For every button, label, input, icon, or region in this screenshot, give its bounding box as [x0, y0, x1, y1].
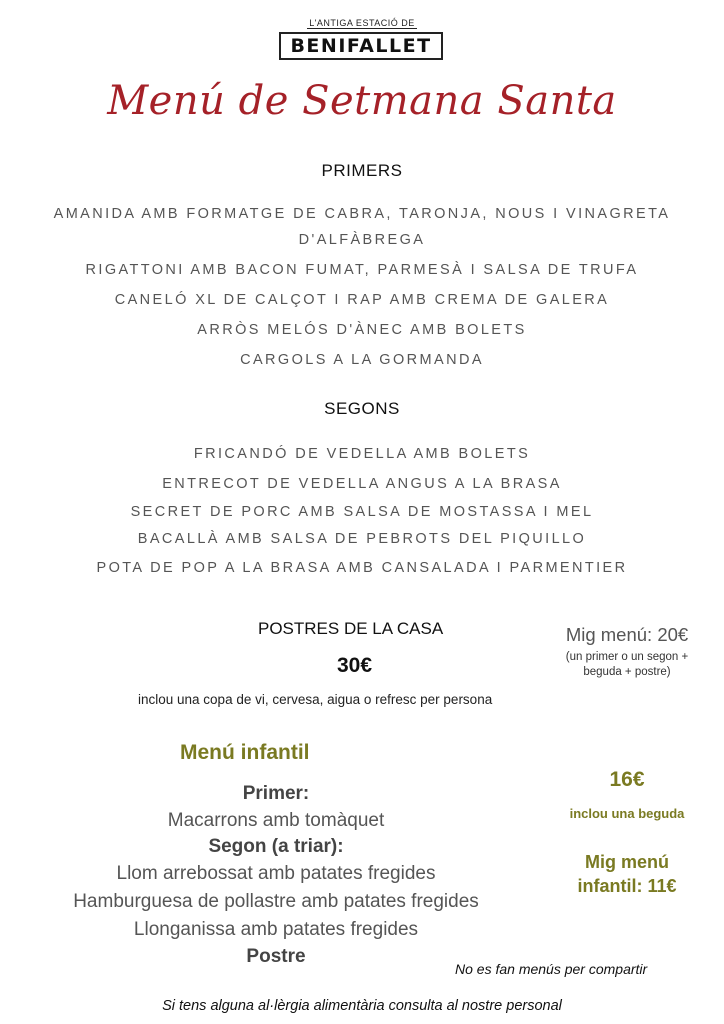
infantil-segon-item-2: Hamburguesa de pollastre amb patates fregides: [73, 891, 479, 912]
segons-dish-4: BACALLÀ AMB SALSA DE PEBROTS DEL PIQUILLO: [137, 531, 587, 547]
primers-dish-1-line-2: D'ALFÀBREGA: [298, 232, 426, 248]
primers-dish-4: ARRÒS MELÓS D'ÀNEC AMB BOLETS: [197, 322, 527, 338]
segons-dish-2: ENTRECOT DE VEDELLA ANGUS A LA BRASA: [162, 476, 562, 492]
mig-menu-description-line-2: beguda + postre): [583, 666, 671, 678]
infantil-includes: inclou una beguda: [569, 806, 685, 821]
note-no-sharing: No es fan menús per compartir: [455, 961, 648, 977]
segons-heading: SEGONS: [324, 399, 400, 418]
mig-menu-description-line-1: (un primer o un segon +: [565, 651, 689, 663]
mig-menu-description: [538, 650, 716, 680]
infantil-primer-item: Macarrons amb tomàquet: [167, 810, 385, 831]
segons-dish-3: SECRET DE PORC AMB SALSA DE MOSTASSA I MEL: [130, 504, 594, 520]
page-title: Menú de Setmana Santa: [107, 78, 617, 124]
menu-price: 30€: [337, 654, 373, 677]
infantil-mig-menu: [538, 850, 716, 898]
infantil-segon-label: Segon (a triar):: [208, 836, 344, 857]
primers-dish-2: RIGATTONI AMB BACON FUMAT, PARMESÀ I SALSA DE TRUFA: [85, 262, 639, 278]
infantil-segon-item-1: Llom arrebossat amb patates fregides: [116, 863, 436, 884]
postres-heading: POSTRES DE LA CASA: [258, 619, 444, 638]
segons-dish-1: FRICANDÓ DE VEDELLA AMB BOLETS: [193, 446, 531, 462]
price-includes: inclou una copa de vi, cervesa, aigua o refresc per persona: [138, 692, 493, 707]
primers-dish-1-line-1: AMANIDA AMB FORMATGE DE CABRA, TARONJA, NOUS I VINAGRETA: [53, 206, 671, 222]
infantil-mig-menu-line-1: Mig menú: [585, 852, 669, 872]
infantil-title: Menú infantil: [180, 741, 310, 764]
infantil-price: 16€: [609, 768, 645, 791]
logo-tagline: L'ANTIGA ESTACIÓ DE: [309, 18, 415, 28]
mig-menu-title: Mig menú: 20€: [565, 624, 689, 645]
infantil-postre-label: Postre: [246, 946, 306, 967]
infantil-segon-item-3: Llonganissa amb patates fregides: [133, 919, 419, 940]
logo: BENIFALLET: [279, 32, 443, 60]
primers-heading: PRIMERS: [321, 161, 403, 180]
infantil-primer-label: Primer:: [242, 783, 310, 804]
note-allergy: Si tens alguna al·lèrgia alimentària consulta al nostre personal: [162, 998, 562, 1014]
primers-dish-3: CANELÓ XL DE CALÇOT I RAP AMB CREMA DE GALERA: [114, 292, 610, 308]
infantil-mig-menu-line-2: infantil: 11€: [577, 876, 677, 896]
segons-dish-5: POTA DE POP A LA BRASA AMB CANSALADA I PARMENTIER: [96, 560, 628, 576]
primers-dish-5: CARGOLS A LA GORMANDA: [240, 352, 484, 368]
